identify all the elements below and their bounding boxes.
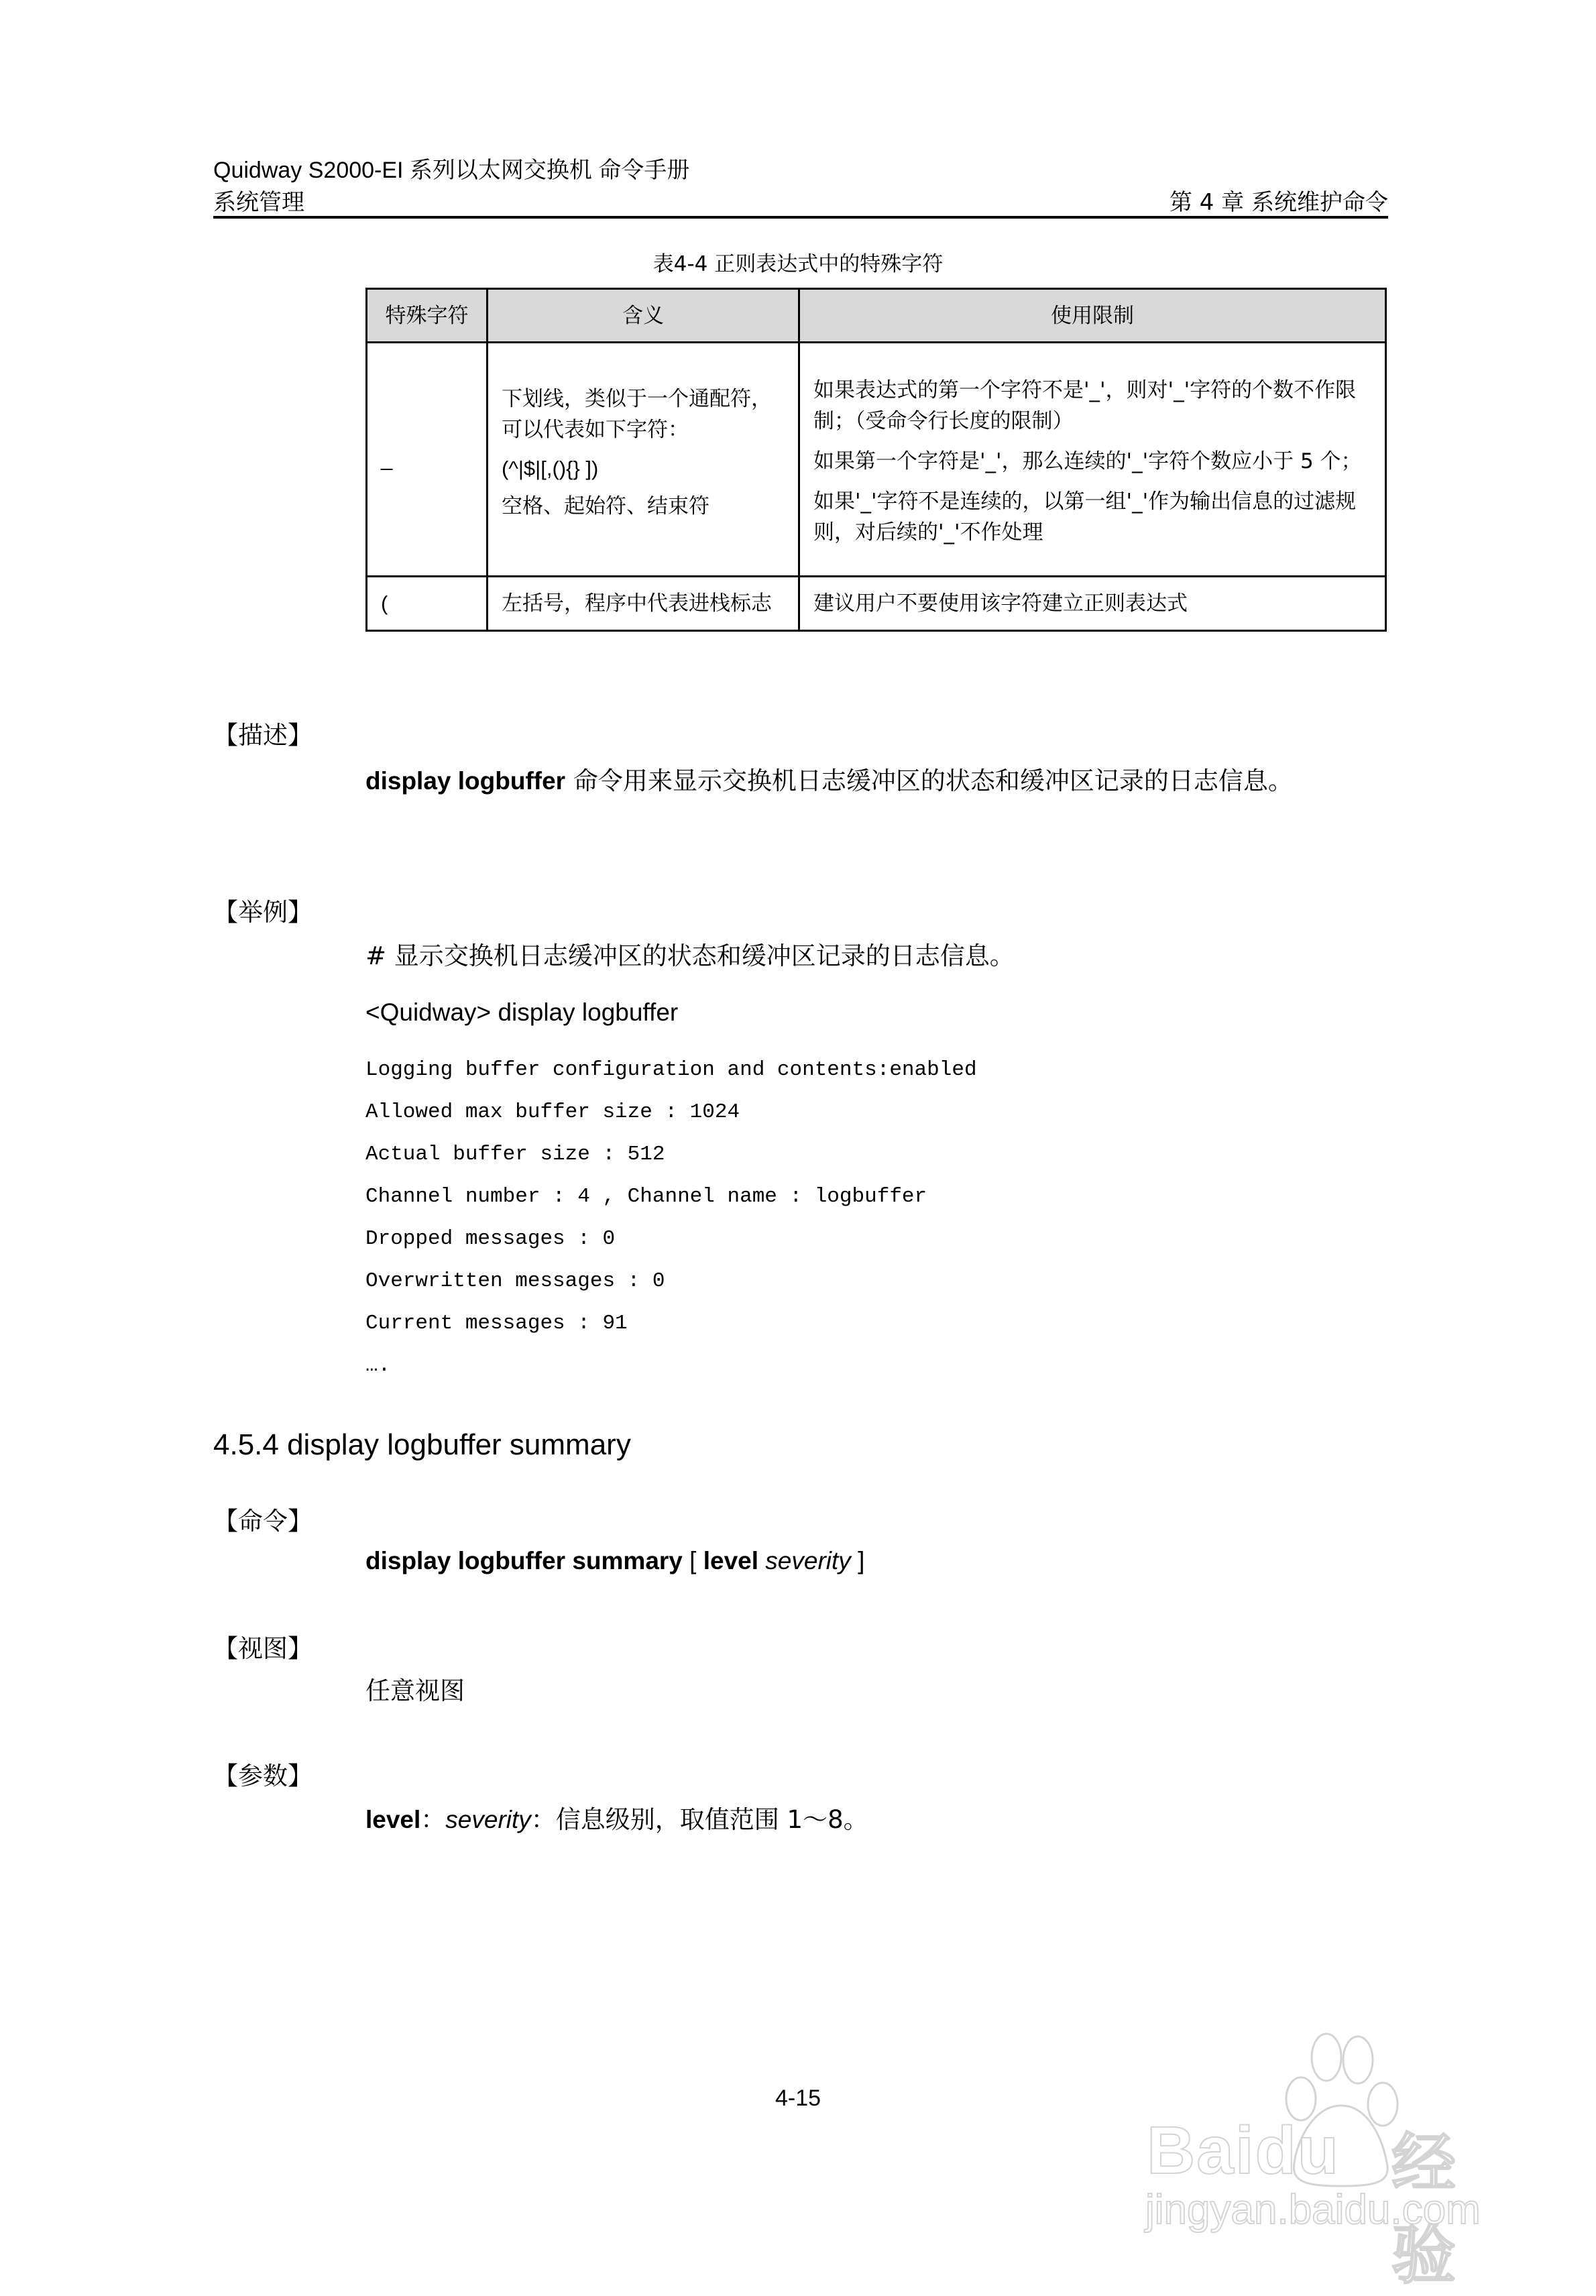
special-chars-table [365, 288, 1387, 632]
param-desc: ：信息级别，取值范围 1～8。 [530, 1805, 868, 1834]
table-row [367, 343, 1386, 577]
description-command: display logbuffer [365, 767, 566, 795]
command-param: severity [758, 1547, 851, 1574]
meaning-line: 可以代表如下字符： [502, 418, 689, 442]
example-comment: # 显示交换机日志缓冲区的状态和缓冲区记录的日志信息。 [365, 941, 1015, 970]
column-header-char: 特殊字符 [367, 289, 488, 343]
output-line: Logging buffer configuration and contents:enabled [365, 1058, 977, 1082]
view-tag: 【视图】 [213, 1634, 312, 1663]
page-number: 4-15 [775, 2085, 821, 2111]
description-tag: 【描述】 [213, 721, 312, 750]
meaning-line: 空格、起始符、结束符 [502, 494, 709, 518]
column-header-meaning: 含义 [488, 289, 799, 343]
description-text [365, 758, 1391, 805]
table-caption: 表4-4 正则表达式中的特殊字符 [652, 252, 944, 276]
example-command: <Quidway> display logbuffer [365, 998, 679, 1026]
cell-char: ( [367, 577, 488, 631]
watermark-url: jingyan.baidu.com [1145, 2187, 1481, 2233]
header-chapter: 第 4 章 系统维护命令 [1169, 189, 1388, 216]
cell-char: _ [367, 343, 488, 577]
cell-meaning: 左括号，程序中代表进栈标志 [488, 577, 799, 631]
output-line: Channel number : 4 , Channel name : logbuffer [365, 1185, 927, 1208]
cell-meaning [488, 343, 799, 577]
restriction-item: 如果第一个字符是'_'，那么连续的'_'字符个数应小于 5 个； [813, 449, 1362, 473]
watermark-brand-cn: 经验 [1391, 2128, 1456, 2291]
command-bracket-open: [ [682, 1547, 703, 1574]
header-rule [213, 216, 1388, 219]
table-header-row [367, 289, 1386, 343]
table-row [367, 577, 1386, 631]
output-line: Dropped messages : 0 [365, 1227, 616, 1251]
column-header-restrictions: 使用限制 [799, 289, 1386, 343]
description-body: 命令用来显示交换机日志缓冲区的状态和缓冲区记录的日志信息。 [565, 766, 1293, 795]
param-item [365, 1805, 1391, 1835]
section-heading: 4.5.4 display logbuffer summary [213, 1428, 631, 1461]
command-syntax [365, 1546, 1391, 1576]
example-tag: 【举例】 [213, 898, 312, 927]
cell-restrictions [799, 343, 1386, 577]
view-text: 任意视图 [365, 1676, 465, 1705]
param-sep: ： [420, 1805, 446, 1834]
header-section: 系统管理 [213, 189, 304, 216]
baidu-jingyan-watermark [1133, 2018, 1509, 2291]
output-line: Actual buffer size : 512 [365, 1143, 665, 1166]
restriction-item: 如果表达式的第一个字符不是'_'，则对'_'字符的个数不作限制；（受命令行长度的限制） [813, 378, 1357, 433]
params-tag: 【参数】 [213, 1762, 312, 1790]
command-keyword: level [703, 1547, 759, 1574]
document-title: Quidway S2000-EI 系列以太网交换机 命令手册 [213, 158, 690, 183]
watermark-brand: Baidu [1147, 2113, 1340, 2188]
output-line: Current messages : 91 [365, 1312, 628, 1335]
command-bracket-close: ] [850, 1547, 865, 1574]
output-ellipsis: …. [365, 1354, 391, 1377]
meaning-line: (^|$|[,(){} ]) [502, 457, 599, 480]
output-line: Overwritten messages : 0 [365, 1269, 665, 1293]
meaning-line: 下划线，类似于一个通配符， [502, 387, 772, 411]
param-name: level [365, 1806, 421, 1833]
restriction-item: 如果'_'字符不是连续的，以第一组'_'作为输出信息的过滤规则，对后续的'_'不作处理 [813, 490, 1357, 544]
output-line: Allowed max buffer size : 1024 [365, 1100, 740, 1124]
command-name: display logbuffer summary [365, 1547, 683, 1574]
param-value: severity [445, 1806, 531, 1833]
command-tag: 【命令】 [213, 1507, 312, 1536]
cell-restrictions: 建议用户不要使用该字符建立正则表达式 [799, 577, 1386, 631]
